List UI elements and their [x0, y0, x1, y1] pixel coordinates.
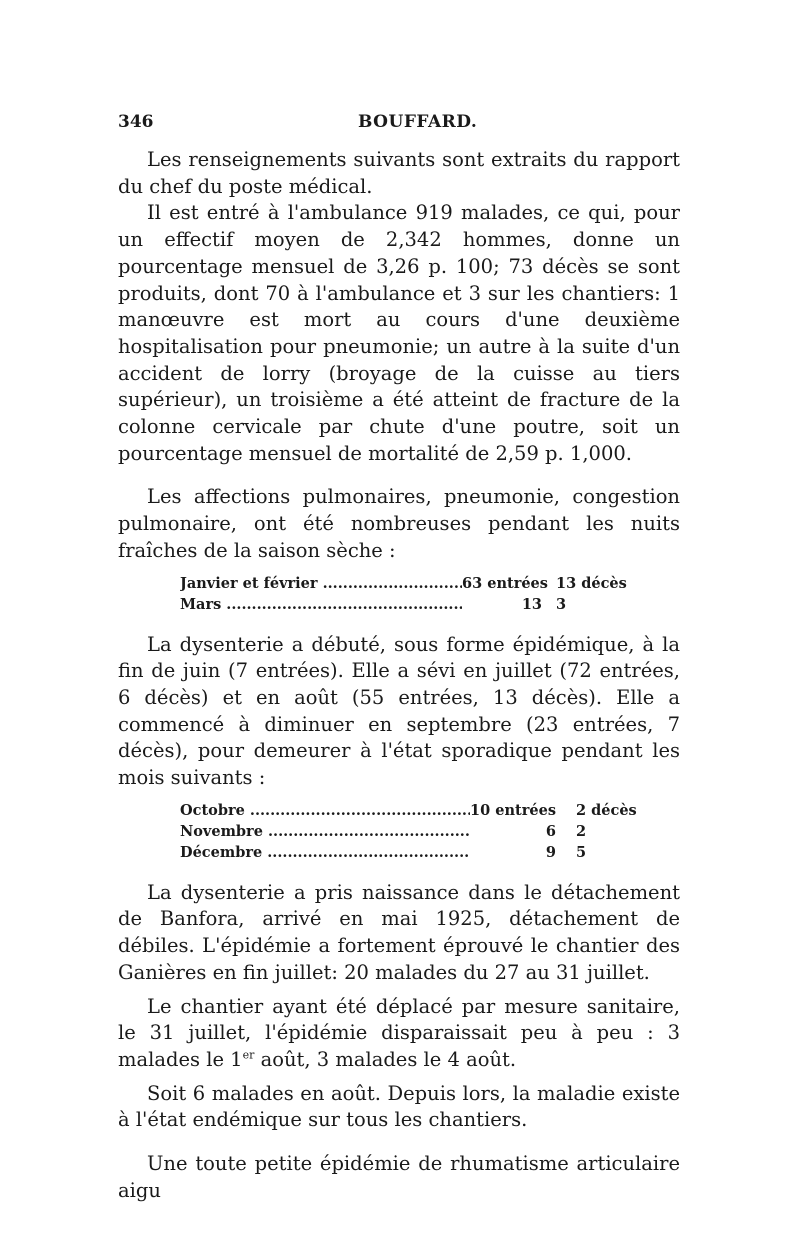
row-label: Mars ..... [180, 594, 462, 615]
running-head: BOUFFARD. [358, 112, 478, 132]
page-body [118, 147, 680, 1205]
row-deaths: 13 décès [556, 574, 627, 592]
row-deaths: 2 [576, 822, 587, 840]
row-label: Novembre ..... [180, 821, 470, 842]
row-entries: 6 [545, 822, 556, 840]
table-row [118, 821, 680, 842]
paragraph-7: Soit 6 malades en août. Depuis lors, la maladie existe à l'état endémique sur tous les chantiers. [118, 1081, 680, 1132]
paragraph-6-start: Le chantier ayant été déplacé par mesure sanitaire, le 31 juillet, l'épidémie disparaissait peu à peu : 3 malades le 1 [118, 994, 680, 1071]
paragraph-6-end: août, 3 malades le 4 août. [254, 1047, 517, 1071]
row-label: Décembre ..... [180, 842, 470, 863]
table-row [118, 842, 680, 863]
paragraph-8: Une toute petite épidémie de rhumatisme articulaire aigu [118, 1152, 680, 1202]
row-entries: 63 entrées [462, 574, 548, 592]
dysentery-table [118, 800, 680, 863]
pulmonary-table [118, 573, 680, 615]
paragraph-1: Les renseignements suivants sont extraits du rapport du chef du poste médical. [118, 148, 680, 198]
row-entries: 13 [521, 595, 542, 613]
table-row [118, 573, 680, 594]
paragraph-2: Il est entré à l'ambulance 919 malades, ce qui, pour un effectif moyen de 2,342 hommes, donne un pourcentage mensuel de 3,26 p. 100; 73 décès se sont produits, dont 70 à l'ambulance et 3 sur les chantiers: 1 manœuvre est mort au cours d'une deuxième hospitalisation pour pneumonie; un autre à la suite d'un accident de lorry (broyage de la cuisse au tiers supérieur), un troisième a été atteint de fracture de la colonne cervicale par chute d'une poutre, soit un pourcentage mensuel de mortalité de 2,59 p. 1,000. [118, 201, 680, 465]
paragraph-5: La dysenterie a pris naissance dans le détachement de Banfora, arrivé en mai 1925, détachement de débiles. L'épidémie a fortement éprouvé le chantier des Ganières en fin juillet: 20 malades du 27 au 31 juillet. [118, 880, 680, 984]
paragraph-6 [118, 994, 680, 1074]
table-row [118, 800, 680, 821]
paragraph-4: La dysenterie a débuté, sous forme épidémique, à la fin de juin (7 entrées). Elle a sévi en juillet (72 entrées, 6 décès) et en août (55 entrées, 13 décès). Elle a commencé à diminuer en septembre (23 entrées, 7 décès), pour demeurer à l'état sporadique pendant les mois suivants : [118, 632, 680, 790]
page-header [118, 112, 680, 146]
paragraph-3: Les affections pulmonaires, pneumonie, congestion pulmonaire, ont été nombreuses pendant les nuits fraîches de la saison sèche : [118, 485, 680, 562]
table-row [118, 594, 680, 615]
row-label: Octobre ..... [180, 800, 470, 821]
row-entries: 10 entrées [470, 801, 556, 819]
ordinal-superscript: er [242, 1048, 255, 1062]
row-deaths: 3 [556, 595, 567, 613]
row-deaths: 5 [576, 843, 587, 861]
page-number: 346 [118, 112, 154, 132]
row-deaths: 2 décès [576, 801, 637, 819]
row-label: Janvier et février ..... [180, 573, 462, 594]
row-entries: 9 [545, 843, 556, 861]
